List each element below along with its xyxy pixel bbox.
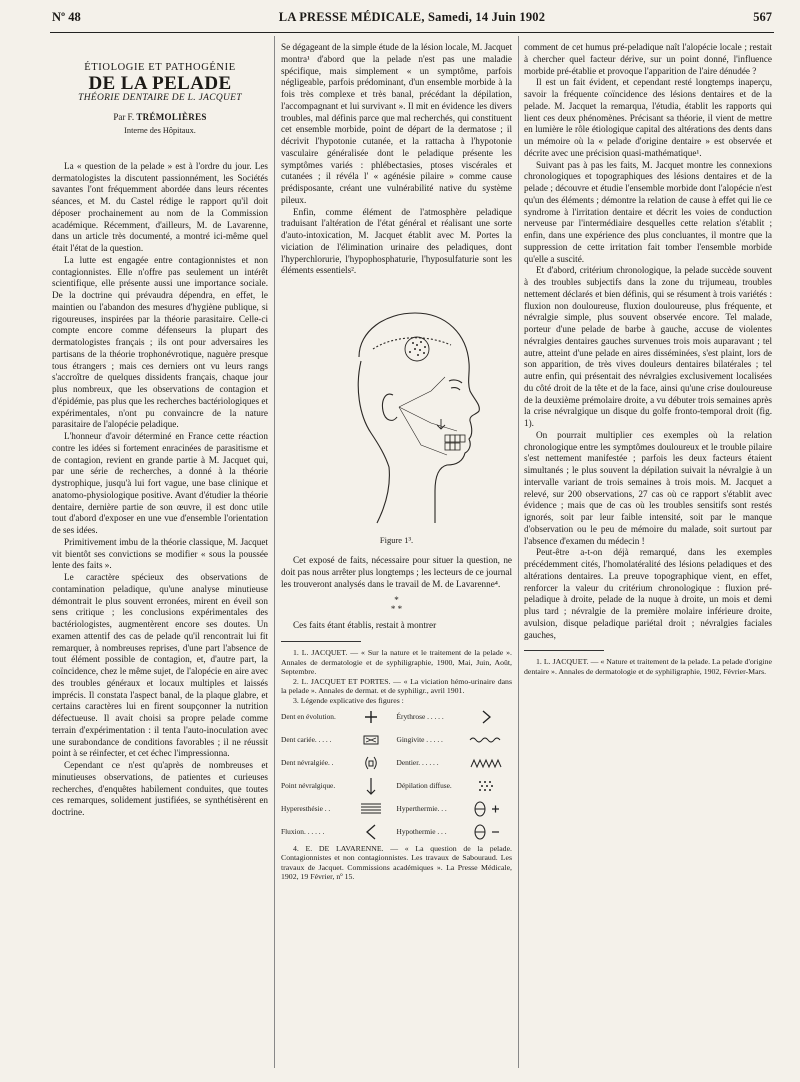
page-header xyxy=(52,10,772,28)
theta-plus-icon xyxy=(460,798,512,821)
theta-minus-icon xyxy=(460,821,512,844)
header-rule xyxy=(50,32,774,33)
column-1 xyxy=(52,42,268,1072)
caries-icon xyxy=(345,729,397,752)
legend-row xyxy=(281,729,512,752)
neuralgia-icon xyxy=(345,752,397,775)
dots-icon xyxy=(460,775,512,798)
head-profile-illustration xyxy=(281,295,512,535)
legend-label: Gingivite . . . . . xyxy=(396,735,443,745)
author-affiliation: Interne des Hôpitaux. xyxy=(124,126,196,135)
page-number: 567 xyxy=(753,10,772,24)
section-break-star-bottom: * * xyxy=(390,604,403,615)
legend-label: Érythrose . . . . . xyxy=(396,712,444,722)
bracket-icon xyxy=(345,821,397,844)
legend-row xyxy=(281,706,512,729)
byline-prefix: Par F. xyxy=(113,112,135,123)
journal-title: LA PRESSE MÉDICALE, Samedi, 14 Juin 1902 xyxy=(278,10,546,24)
column-divider xyxy=(274,36,275,1068)
paragraph: Cependant ce n'est qu'après de nombreuses et minutieuses observations, de patientes et curieuses recherches, d'enquêtes habilement conduites, que toutes ces remarques, solidement justifiées, se synthétisèrent en doctrine. xyxy=(52,760,268,817)
section-break-star-top: * xyxy=(394,595,399,606)
legend-label: Dentier. . . . . . xyxy=(396,758,439,768)
footnote: 2. L. JACQUET ET PORTES. — « La viciation hémo-urinaire dans la pelade ». Annales de dermat. et de syphiligr., avril 1901. xyxy=(281,676,512,696)
byline xyxy=(52,112,268,124)
footnote-rule xyxy=(281,641,361,642)
figure-legend xyxy=(281,706,512,844)
wave-icon xyxy=(460,729,512,752)
legend-label: Hyperesthésie . . xyxy=(281,804,331,814)
column-3 xyxy=(524,42,772,1072)
figure-1 xyxy=(281,295,512,545)
footnote: 1. L. JACQUET. — « Sur la nature et le traitement de la pelade ». Annales de dermatologie et de syphiligraphie, 1900, Mai, Juin, Août, Septembre. xyxy=(281,648,512,677)
section-break xyxy=(281,596,512,614)
paragraph: Primitivement imbu de la théorie classique, M. Jacquet vit bientôt ses convictions se modifier « sous la poussée lente des faits ». xyxy=(52,536,268,571)
legend-row xyxy=(281,775,512,798)
column-divider xyxy=(518,36,519,1068)
paragraph: Il est un fait évident, et cependant resté longtemps inaperçu, savoir la fréquente coïncidence des lésions dentaires et de la pelade. M. Jacquet la remarqua, l'étudia, établit les rapports qui lient ces deux phénomènes. Précisant sa théorie, il vient de mettre en lumière le rôle étiologique capital des altérations des dents dans un mémoire où la « pelade d'origine dentaire » est observée et décrite avec une précision quasi-mathématique¹. xyxy=(524,77,772,158)
legend-label: Point névralgique. xyxy=(281,781,336,791)
figure-caption: Figure 1³. xyxy=(379,535,414,545)
paragraph: L'honneur d'avoir déterminé en France cette réaction contre les idées si fortement enracinées de parasitisme et de contagion, revient en grande partie à M. Jacquet qui, par une série de recherches, a donné à la théorie dystrophique, jusqu'à lui fort vague, une base clinique et anatomo-physiologique positive. Avant d'étudier la théorie dentaire, dernière partie de son œuvre, il est donc utile tout d'abord d'exposer en une vue d'ensemble l'orientation de ses idées. xyxy=(52,431,268,535)
footnote: 4. E. DE LAVARENNE. — « La question de la pelade. Contagionnistes et non contagionnistes. Les travaux de Sabouraud. Les travaux de Jacquet. Commissions académiques ». La Presse Médicale, 1902, 19 Février, nº 15. xyxy=(281,843,512,882)
legend-label: Hyperthermie. . . xyxy=(396,804,447,814)
paragraph: Enfin, comme élément de l'atmosphère peladique traduisant l'altération de l'état général et réalisant une sorte d'auto-intoxication, M. Jacquet établit avec M. Portes la viciation de l'élimination urinaire des peladiques, dont l'hyperchlorurie, l'hypophosphaturie, l'hyposulfaturie sont les éléments essentiels². xyxy=(281,206,512,276)
paragraph: On pourrait multiplier ces exemples où la relation chronologique entre les symptômes douloureux et le trouble pilaire s'est nettement manifestée ; parfois les deux facteurs étaient simultanés ; le plus souvent la dépilation suivait la névralgie à un intervalle variant de trois semaines à trois mois. M. Jacquet a relevé, sur 200 observations, 27 cas où ce rapport s'établit avec évidence ; mais que de cas où les troubles sensitifs sont restés ignorés, soit par leur faible intensité, soit par le manque d'observation ou le peu de mémoire du malade, soit surtout par l'absence d'examen du médecin ! xyxy=(524,429,772,546)
author-name: TRÉMOLIÈRES xyxy=(136,112,207,123)
article-subtitle: THÉORIE DENTAIRE DE L. JACQUET xyxy=(78,92,242,103)
legend-row xyxy=(281,752,512,775)
column-2 xyxy=(281,42,512,1072)
footnote: 1. L. JACQUET. — « Nature et traitement de la pelade. La pelade d'origine dentaire ». Annales de dermatologie et de syphiligraphie, 1902, Février-Mars. xyxy=(524,657,772,676)
article-title: DE LA PELADE xyxy=(88,72,232,94)
chevron-icon xyxy=(460,706,512,729)
paragraph: Et d'abord, critérium chronologique, la pelade succède souvent à des troubles subjectifs dans la zone du trijumeau, troubles nettement déclarés et bien définis, qui se résument à trois variétés : fluxion non douloureuse, fluxion douloureuse, plus fréquente, et névralgie simple, plus souvent observée encore. Tel malade, porteur d'une pelade de barbe à gauche, accuse de violentes névralgies dentaires gauches survenues trois mois auparavant ; tel autre, atteint d'une pelade en aires disséminées, s'est plaint, lors de son apparition, de très vives douleurs dentaires bilatérales ; tel autre enfin, qui présentait des névralgies exclusivement localisées du côté droit de la tête et de la face, ainsi qu'une crise douloureuse de la deuxième prémolaire droite, a vu débuter trois semaines après la crise névralgique un disque du golfe fronto-temporal droit (fig. 1). xyxy=(524,265,772,428)
paragraph: Se dégageant de la simple étude de la lésion locale, M. Jacquet montra¹ d'abord que la pelade n'est pas une maladie spécifique, mais simplement « un symptôme, parfois négligeable, parfois prédominant, d'un ensemble morbide à la fois très complexe et très banal, précédant la dépilation, l'accompagnant et lui survivant ». Il mit en évidence les divers troubles, mal définis parce que mal recherchés, qui constituent cet ensemble morbide, point de départ de la dermatose ; il décrivit l'hypotonie cutanée, et la rattacha à l'hypotonie vasculaire généralisée dont le peladique présente les symptômes variés : phlébectasies, ptoses viscérales et cutanées ; il révéla l' « agénésie pilaire » comme cause prédisposante, créant une vulnérabilité native du système pileux. xyxy=(281,42,512,205)
paragraph: Cet exposé de faits, nécessaire pour situer la question, ne doit pas nous arrêter plus longtemps ; les lecteurs de ce journal les trouveront analysés dans le travail de M. de Lavarenne⁴. xyxy=(281,555,512,589)
paragraph: Peut-être a-t-on déjà remarqué, dans les exemples précédemment cités, l'homolatéralité des lésions peladiques et des altérations dentaires. La preuve topographique vient, en effet, renforcer la valeur du critérium chronologique : fluxion pré-peladique à droite, pelade de la nuque à droite, un mois et demi plus tard ; névralgie de la première molaire inférieure droite, avulsion, disque peladique pariétal droit ; névralgies faciales gauches, xyxy=(524,547,772,640)
issue-number: Nº 48 xyxy=(52,10,81,24)
cross-icon xyxy=(345,706,397,729)
footnote-rule xyxy=(524,650,604,651)
paragraph: Ces faits étant établis, restait à montrer xyxy=(293,620,437,631)
denture-icon xyxy=(460,752,512,775)
lines-icon xyxy=(345,798,397,821)
paragraph: La lutte est engagée entre contagionnistes et non contagionnistes. Elle n'offre pas seulement un intérêt scientifique, elle présente aussi une importance sociale. De la doctrine qui prévaudra dépendra, en effet, le maintien ou l'abandon des mesures d'hygiène publique, si rigoureuses, inspirées par la théorie parasitaire. Celle-ci compte encore comme défenseurs la plupart des dermatologistes français ; ils ont pour adversaires les partisans de la théorie trophonévrotique, naguère presque tous étrangers ; mais ces derniers ont vu leurs rangs s'accroître de quelques dissidents français, chaque jour plus nombreux, que les observations de contagion et d'épidémie, pas plus que les recherches bactériologiques et expérimentales, n'ont pu convaincre de la nature parasitaire de l'alopécie peladique. xyxy=(52,254,268,430)
legend-label: Dépilation diffuse. xyxy=(396,781,452,791)
paragraph: Le caractère spécieux des observations de contamination peladique, qu'une analyse minutieuse démontrait le plus souvent erronées, mirent en éveil son sens critique ; les conclusions expérimentales des bactériologistes, augmentèrent encore ses doutes. Un examen attentif des cas de pelade qu'il rencontrait lui fit remarquer, à nombreuses reprises, d'une part l'absence de tout élément possible de contagion, et, d'autre part, la coïncidence, chez le même sujet, de l'alopécie en aire avec des troubles généraux et locaux multiples et laissés imprécis. Il constata l'aspect banal, de la plaque glabre, et certains caractères lui en firent soupçonner la nutrition défectueuse. Il avait choisi sa propre pelade comme terrain d'expérimentation : il tenta l'auto-inoculation avec une surabondance de conditions favorables ; il ne réussit point à se réinfecter, et cet échec l'impressionna. xyxy=(52,572,268,759)
legend-label: Fluxion. . . . . . xyxy=(281,827,325,837)
article-kicker: ÉTIOLOGIE ET PATHOGÉNIE xyxy=(84,62,236,73)
footnote: 3. Légende explicative des figures : xyxy=(293,695,404,705)
paragraph: comment de cet humus pré-peladique naît l'alopécie locale ; restait à chercher quel facteur dérive, sur un point donné, l'influence morbide pré-établie et provoque l'apparition de l'aire dénudée ? xyxy=(524,42,772,76)
legend-row xyxy=(281,798,512,821)
legend-label: Dent en évolution. xyxy=(281,712,336,722)
paragraph: Suivant pas à pas les faits, M. Jacquet montre les connexions chronologiques et topographiques des lésions dentaires et de la pelade ; découvre et étudie l'ensemble morbide dont l'alopécie n'est qu'un des éléments ; démontre la relation de cause à effet qui lie ce syndrome à l'irritation dentaire et décrit les voies de conduction nerveuse par l'intermédiaire desquelles cette relation s'établit ; enfin, dans une expérience des plus concluantes, il montre que la suppression de cette irritation fait tomber l'ensemble morbide qu'elle a suscité. xyxy=(524,159,772,264)
legend-row xyxy=(281,821,512,844)
legend-label: Dent cariée. . . . . xyxy=(281,735,332,745)
legend-label: Hypothermie . . . xyxy=(396,827,447,837)
paragraph: La « question de la pelade » est à l'ordre du jour. Les dermatologistes la discutent passionnément, les Sociétés savantes l'ont fréquemment abordée dans leurs récentes séances, et M. du Castel rédige le rapport qu'il doit déposer prochainement au nom de la Commission académique. Récemment, d'ailleurs, M. de Lavarenne, dans un article très documenté, a montré ici-même quel était l'état de la question. xyxy=(52,160,268,253)
legend-label: Dent névralgiée. . xyxy=(281,758,334,768)
neuralgic-point-icon xyxy=(345,775,397,798)
